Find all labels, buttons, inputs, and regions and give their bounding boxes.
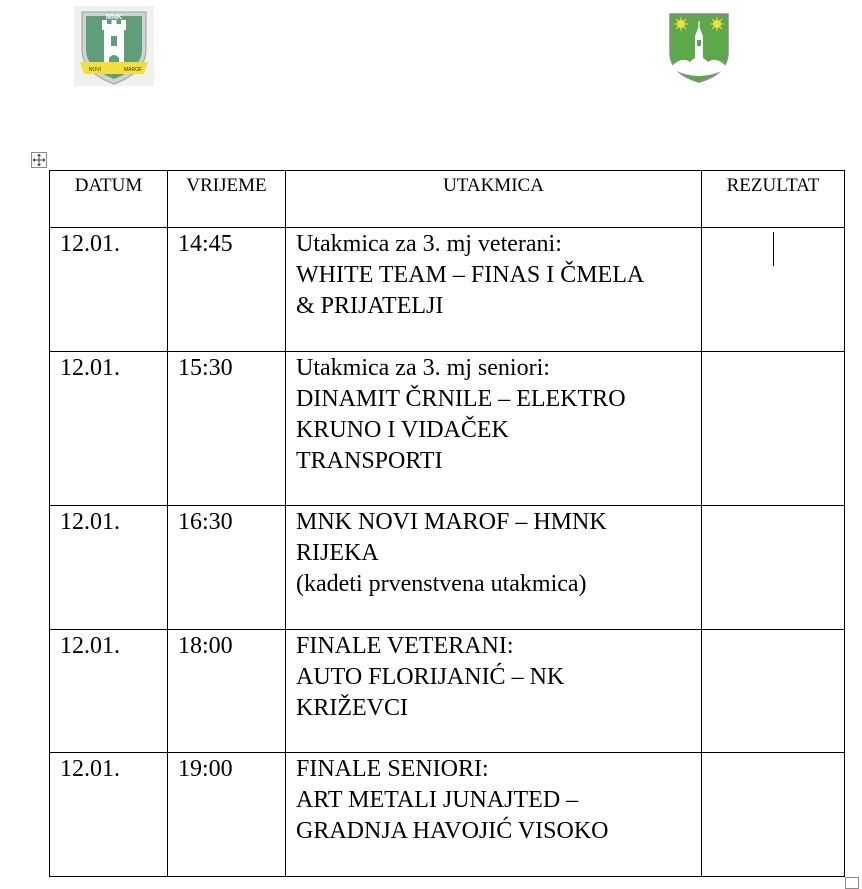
text-cursor [773, 232, 774, 266]
date-cell[interactable]: 12.01. [50, 753, 168, 877]
match-line: AUTO FLORIJANIĆ – NK [296, 664, 565, 690]
table-resize-handle-icon[interactable] [845, 877, 859, 889]
match-line: DINAMIT ČRNILE – ELEKTRO [296, 386, 626, 412]
result-cell[interactable] [702, 228, 845, 352]
table-move-handle-icon[interactable] [31, 152, 47, 168]
header-rezultat: REZULTAT [702, 171, 845, 228]
match-line: FINALE SENIORI: [296, 756, 489, 782]
match-line: GRADNJA HAVOJIĆ VISOKO [296, 818, 609, 844]
result-cell[interactable] [702, 352, 845, 506]
header-vrijeme: VRIJEME [168, 171, 286, 228]
match-line: ART METALI JUNAJTED – [296, 787, 579, 813]
match-line: KRUNO I VIDAČEK [296, 417, 509, 443]
date-cell[interactable]: 12.01. [50, 506, 168, 630]
match-line: & PRIJATELJI [296, 293, 444, 319]
time-cell[interactable]: 19:00 [168, 753, 286, 877]
match-line: FINALE VETERANI: [296, 633, 514, 659]
table-row [50, 228, 845, 352]
table-header-row [50, 171, 845, 228]
header-datum: DATUM [50, 171, 168, 228]
club-crest-icon [74, 6, 154, 86]
crest-bottom-right-text: MAROF [123, 67, 143, 73]
crest-bottom-left-text: NOVI [88, 67, 102, 73]
result-cell[interactable] [702, 506, 845, 630]
match-line: MNK NOVI MAROF – HMNK [296, 509, 607, 535]
match-cell[interactable] [286, 352, 702, 506]
match-cell[interactable] [286, 753, 702, 877]
match-cell[interactable] [286, 228, 702, 352]
date-cell[interactable]: 12.01. [50, 630, 168, 753]
match-line: WHITE TEAM – FINAS I ČMELA [296, 262, 645, 288]
date-cell[interactable]: 12.01. [50, 352, 168, 506]
table-row [50, 753, 845, 877]
match-cell[interactable] [286, 506, 702, 630]
crest-top-text: MNK [106, 14, 122, 21]
time-cell[interactable]: 15:30 [168, 352, 286, 506]
header-utakmica: UTAKMICA [286, 171, 702, 228]
table-row [50, 630, 845, 753]
match-line: RIJEKA [296, 540, 379, 566]
match-line: TRANSPORTI [296, 448, 443, 474]
date-cell[interactable]: 12.01. [50, 228, 168, 352]
result-cell[interactable] [702, 630, 845, 753]
match-line: KRIŽEVCI [296, 695, 408, 721]
time-cell[interactable]: 18:00 [168, 630, 286, 753]
match-line: (kadeti prvenstvena utakmica) [296, 571, 587, 597]
table-row [50, 506, 845, 630]
match-line: Utakmica za 3. mj seniori: [296, 355, 550, 381]
time-cell[interactable]: 16:30 [168, 506, 286, 630]
time-cell[interactable]: 14:45 [168, 228, 286, 352]
match-cell[interactable] [286, 630, 702, 753]
municipal-coat-of-arms-icon [668, 12, 730, 84]
table-row [50, 352, 845, 506]
match-schedule-table [49, 170, 845, 877]
match-line: Utakmica za 3. mj veterani: [296, 231, 562, 257]
result-cell[interactable] [702, 753, 845, 877]
